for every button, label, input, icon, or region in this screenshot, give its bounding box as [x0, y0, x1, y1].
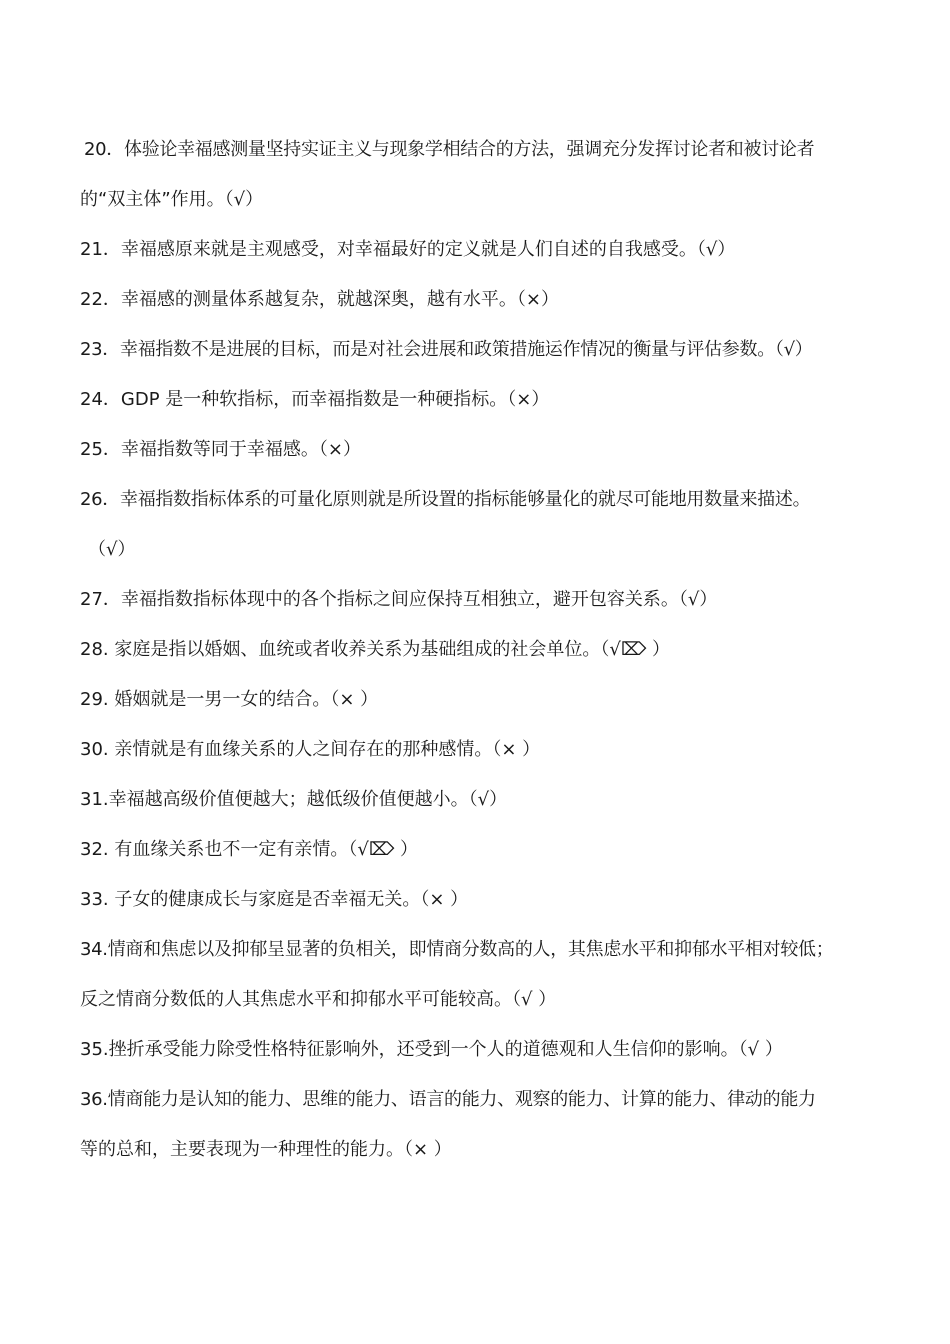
question-36-line-2: 等的总和，主要表现为一种理性的能力。（× ） — [80, 1139, 452, 1160]
question-24: 24．GDP 是一种软指标，而幸福指数是一种硬指标。（×） — [80, 389, 550, 410]
question-34-line-2: 反之情商分数低的人其焦虑水平和抑郁水平可能较高。（√ ） — [80, 989, 557, 1010]
question-22: 22．幸福感的测量体系越复杂，就越深奥，越有水平。（×） — [80, 289, 559, 310]
question-32: 32. 有血缘关系也不一定有亲情。（√⌦ ） — [80, 839, 418, 860]
question-36-line-1: 36.情商能力是认知的能力、思维的能力、语言的能力、观察的能力、计算的能力、律动的能力 — [80, 1089, 816, 1110]
question-20-line-2: 的“双主体”作用。（√） — [80, 189, 264, 210]
true-false-question-list — [80, 125, 880, 1175]
question-23: 23．幸福指数不是进展的目标，而是对社会进展和政策措施运作情况的衡量与评估参数。（√） — [80, 339, 813, 360]
question-27: 27．幸福指数指标体现中的各个指标之间应保持互相独立，避开包容关系。（√） — [80, 589, 718, 610]
question-21: 21．幸福感原来就是主观感受，对幸福最好的定义就是人们自述的自我感受。（√） — [80, 239, 736, 260]
question-25: 25．幸福指数等同于幸福感。（×） — [80, 439, 361, 460]
question-29: 29. 婚姻就是一男一女的结合。（× ） — [80, 689, 379, 710]
question-33: 33. 子女的健康成长与家庭是否幸福无关。（× ） — [80, 889, 469, 910]
question-20-line-1: 20．体验论幸福感测量坚持实证主义与现象学相结合的方法，强调充分发挥讨论者和被讨论者 — [84, 139, 815, 160]
question-31: 31.幸福越高级价值便越大；越低级价值便越小。（√） — [80, 789, 508, 810]
question-28: 28. 家庭是指以婚姻、血统或者收养关系为基础组成的社会单位。（√⌦ ） — [80, 639, 670, 660]
question-26-line-2: （√） — [88, 539, 136, 560]
question-26-line-1: 26．幸福指数指标体系的可量化原则就是所设置的指标能够量化的就尽可能地用数量来描述。 — [80, 489, 811, 510]
question-35: 35.挫折承受能力除受性格特征影响外，还受到一个人的道德观和人生信仰的影响。（√ ） — [80, 1039, 783, 1060]
question-30: 30. 亲情就是有血缘关系的人之间存在的那种感情。（× ） — [80, 739, 541, 760]
question-34-line-1: 34.情商和焦虑以及抑郁呈显著的负相关，即情商分数高的人，其焦虑水平和抑郁水平相对较低； — [80, 939, 834, 960]
